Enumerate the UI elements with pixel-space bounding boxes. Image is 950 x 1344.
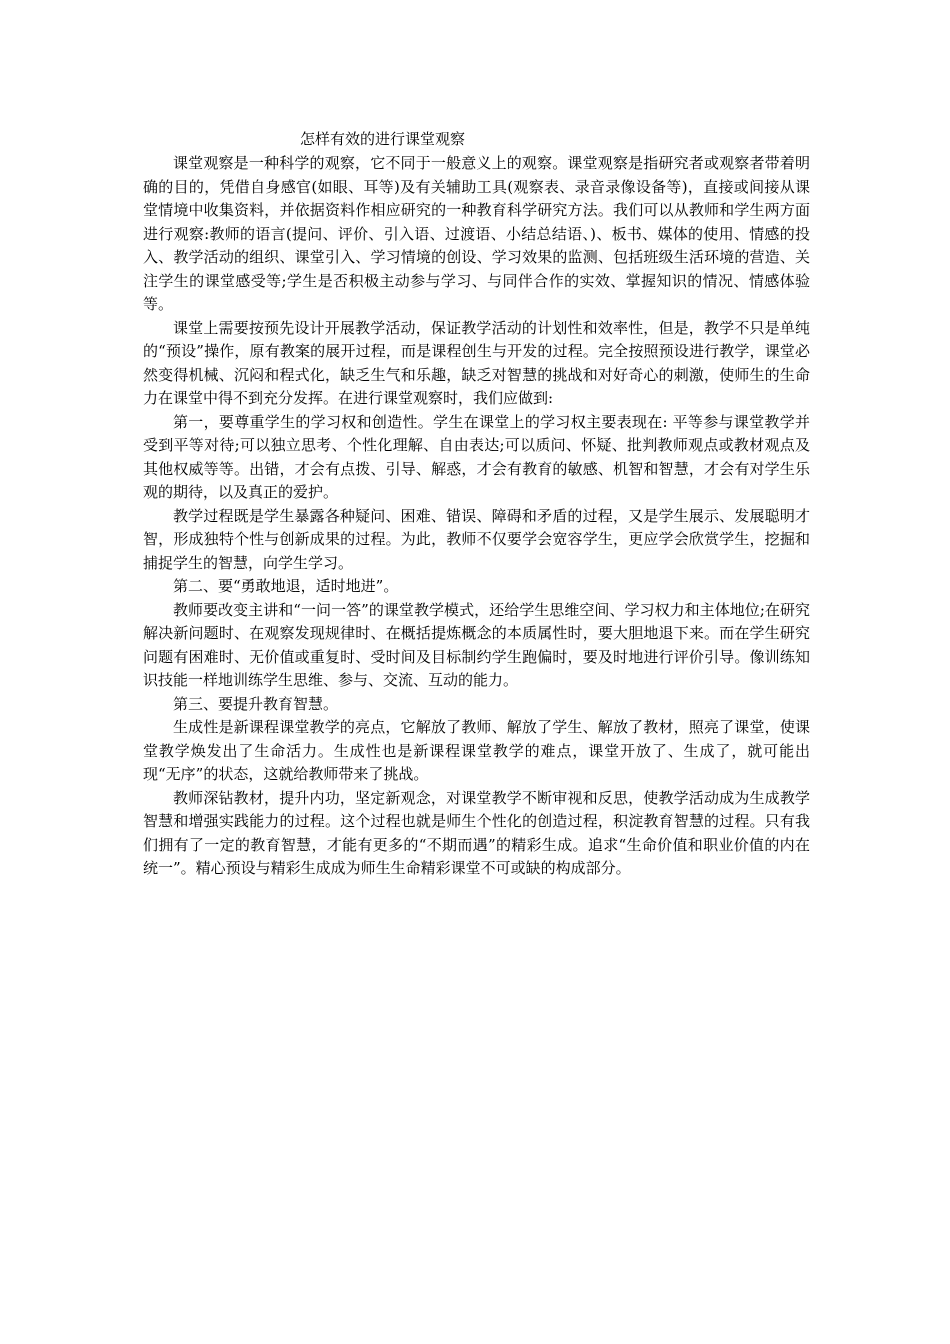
document-body xyxy=(143,126,810,881)
paragraph-5-heading: 第二、要“勇敢地退，适时地进”。 xyxy=(173,577,399,595)
paragraph-9: 教师深钻教材，提升内功，坚定新观念，对课堂教学不断审视和反思，使教学活动成为生成教学智慧和增强实践能力的过程。这个过程也就是师生个性化的创造过程，积淀教育智慧的过程。只有我们拥有了一定的教育智慧，才能有更多的“不期而遇”的精彩生成。追求“生命价值和职业价值的内在统一”。精心预设与精彩生成成为师生生命精彩课堂不可或缺的构成部分。 xyxy=(143,788,810,877)
paragraph-4: 教学过程既是学生暴露各种疑问、困难、错误、障碍和矛盾的过程，又是学生展示、发展聪明才智，形成独特个性与创新成果的过程。为此，教师不仅要学会宽容学生，更应学会欣赏学生，挖掘和捕捉学生的智慧，向学生学习。 xyxy=(143,506,810,572)
paragraph-2: 课堂上需要按预先设计开展教学活动，保证教学活动的计划性和效率性，但是，教学不只是单纯的“预设”操作，原有教案的展开过程，而是课程创生与开发的过程。完全按照预设进行教学，课堂必然变得机械、沉闷和程式化，缺乏生气和乐趣，缺乏对智慧的挑战和对好奇心的刺激，使师生的生命力在课堂中得不到充分发挥。在进行课堂观察时，我们应做到: xyxy=(143,318,810,407)
paragraph-3: 第一，要尊重学生的学习权和创造性。学生在课堂上的学习权主要表现在: 平等参与课堂教学并受到平等对待;可以独立思考、个性化理解、自由表达;可以质问、怀疑、批判教师观点或教材观点及其他权威等等。出错，才会有点拨、引导、解惑，才会有教育的敏感、机智和智慧，才会有对学生乐观的期待，以及真正的爱护。 xyxy=(143,412,810,501)
paragraph-7-heading: 第三、要提升教育智慧。 xyxy=(173,694,339,713)
document-title: 怎样有效的进行课堂观察 xyxy=(300,130,466,148)
paragraph-1: 课堂观察是一种科学的观察，它不同于一般意义上的观察。课堂观察是指研究者或观察者带着明确的目的，凭借自身感官(如眼、耳等)及有关辅助工具(观察表、录音录像设备等)，直接或间接从课堂情境中收集资料，并依据资料作相应研究的一种教育科学研究方法。我们可以从教师和学生两方面进行观察:教师的语言(提问、评价、引入语、过渡语、小结总结语、)、板书、媒体的使用、情感的投入、教学活动的组织、课堂引入、学习情境的创设、学习效果的监测、包括班级生活环境的营造、关注学生的课堂感受等;学生是否积极主动参与学习、与同伴合作的实效、掌握知识的情况、情感体验等。 xyxy=(143,154,810,313)
paragraph-6: 教师要改变主讲和“一问一答”的课堂教学模式，还给学生思维空间、学习权力和主体地位;在研究解决新问题时、在观察发现规律时、在概括提炼概念的本质属性时，要大胆地退下来。而在学生研究问题有困难时、无价值或重复时、受时间及目标制约学生跑偏时，要及时地进行评价引导。像训练知识技能一样地训练学生思维、参与、交流、互动的能力。 xyxy=(143,600,810,689)
paragraph-8: 生成性是新课程课堂教学的亮点，它解放了教师、解放了学生、解放了教材，照亮了课堂，使课堂教学焕发出了生命活力。生成性也是新课程课堂教学的难点，课堂开放了、生成了，就可能出现“无序”的状态，这就给教师带来了挑战。 xyxy=(143,718,810,783)
